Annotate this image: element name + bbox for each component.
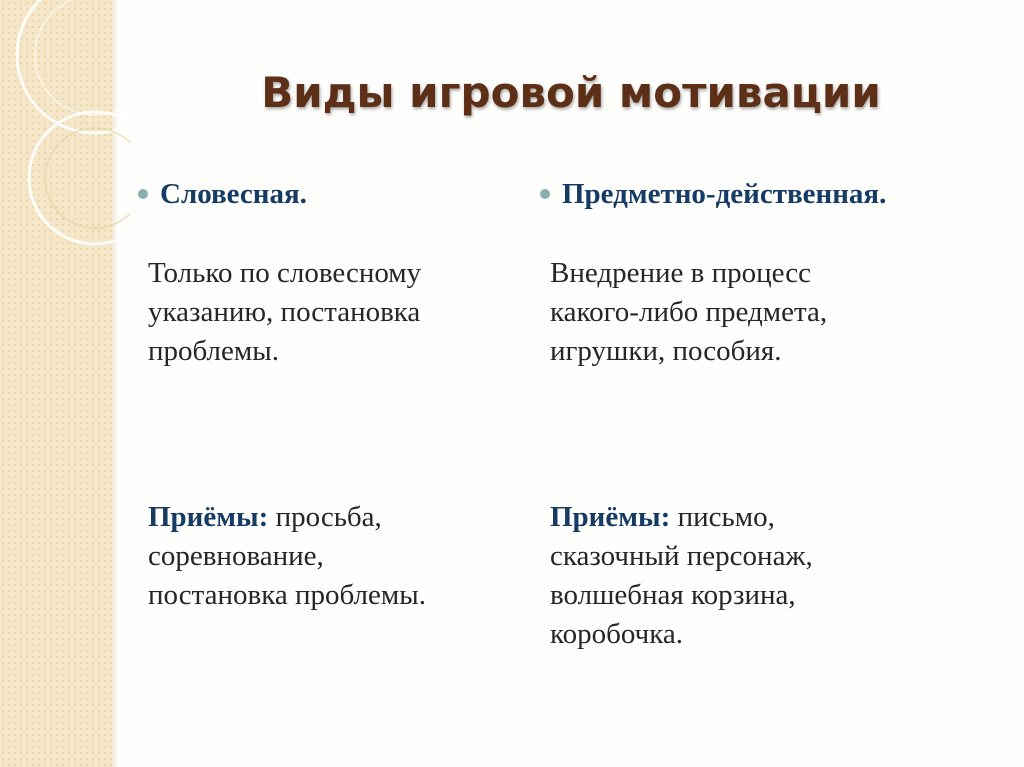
right-methods-line: коробочка. (550, 618, 683, 650)
left-description-line: Только по словесному (148, 257, 422, 289)
right-methods-line: волшебная корзина, (550, 579, 796, 611)
left-methods-label: Приёмы: (148, 501, 269, 533)
left-column (138, 172, 518, 611)
left-methods-line: просьба, (268, 501, 382, 533)
bullet-dot-icon (138, 189, 148, 199)
slide-title: Виды игровой мотивации (261, 68, 881, 117)
right-methods (550, 498, 1000, 654)
right-description-line: игрушки, пособия. (550, 335, 782, 367)
decorative-rings (0, 0, 130, 260)
right-column (540, 172, 1010, 650)
left-description (148, 254, 588, 371)
bullet-dot-icon (540, 189, 550, 199)
left-description-line: проблемы. (148, 335, 279, 367)
right-description-line: Внедрение в процесс (550, 257, 811, 289)
right-methods-line: сказочный персонаж, (550, 540, 813, 572)
left-methods-line: соревнование, (148, 540, 324, 572)
right-methods-label: Приёмы: (550, 501, 671, 533)
left-heading-row (138, 172, 518, 216)
right-heading-row (540, 172, 1010, 216)
right-description (550, 254, 990, 371)
left-methods-line: постановка проблемы. (148, 579, 426, 611)
left-description-line: указанию, постановка (148, 296, 421, 328)
right-description-line: какого-либо предмета, (550, 296, 828, 328)
left-methods (148, 498, 598, 615)
right-heading: Предметно-действенная. (562, 177, 887, 210)
right-methods-line: письмо, (670, 501, 775, 533)
left-heading: Словесная. (160, 177, 307, 210)
